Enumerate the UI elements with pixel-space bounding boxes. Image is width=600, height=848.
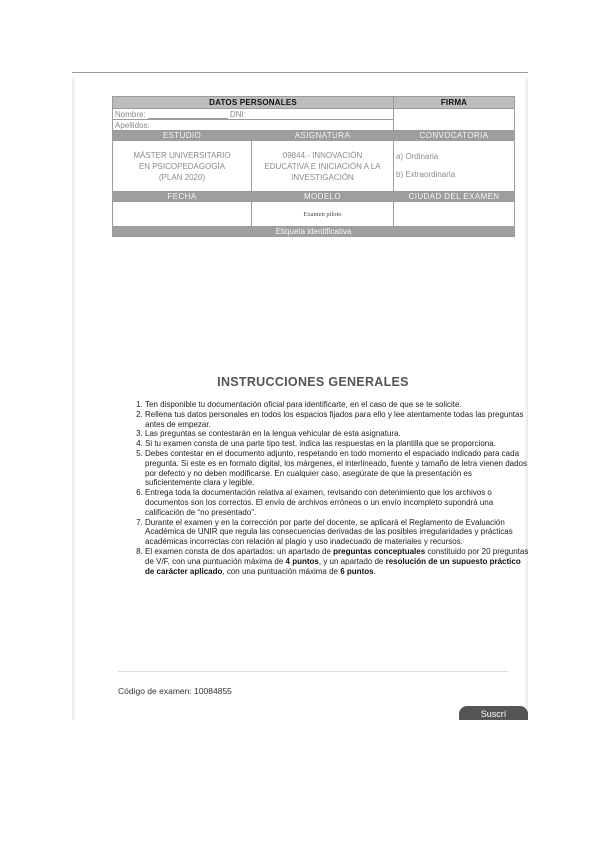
call-option-extraordinary[interactable]: b) Extraordinaria [396,170,456,179]
signature-header: FIRMA [394,97,515,109]
surname-label: Apellidos: [115,120,150,130]
dni-label: DNI: [229,109,246,119]
subject-value-line: EDUCATIVA E INICIACIÓN A LA [264,161,381,171]
instructions-list [124,400,529,576]
instruction-item: 3. Las preguntas se contestarán en la lengua vehicular de esta asignatura. [145,429,529,439]
instruction-bold: 4 puntos [285,556,319,566]
subject-value-line: 09844.- INNOVACIÓN [282,150,363,160]
study-value-line: EN PSICOPEDAGOGÍA [138,161,226,171]
personal-data-header: DATOS PERSONALES [113,97,394,109]
instruction-text: , con una puntuación máxima de [222,566,341,576]
instruction-bold: resolución de un supuesto práctico de carácter aplicado [145,556,521,576]
call-options [394,141,515,192]
instruction-text: El examen consta de dos apartados: un apartado de [145,546,334,556]
personal-data-form [112,96,515,237]
footer-divider [118,671,508,672]
instruction-item: 4. Si tu examen consta de una parte tipo test, indica las respuestas en la plantilla que se proporciona. [145,439,529,449]
viewer-top-divider [72,72,528,73]
name-label: Nombre: [115,109,146,119]
call-option-ordinary[interactable]: a) Ordinaria [396,152,439,161]
instruction-item: 6. Entrega toda la documentación relativa al examen, revisando con detenimiento que los archivos o documentos son los correctos. El envío de archivos erróneos o un envío incompleto supondrá una calificación de “no presentado”. [145,488,529,517]
page-shadow-right [524,78,528,720]
instruction-text: , y un apartado de [318,556,386,566]
study-value [113,141,252,192]
exam-code: Código de examen: 10084855 [118,686,232,696]
name-field[interactable] [148,110,228,119]
study-value-line: (PLAN 2020) [158,172,206,182]
instruction-item: 2. Rellena tus datos personales en todos los espacios fijados para ello y lee atentamente todas las preguntas antes de empezar. [145,410,529,430]
subject-value [252,141,394,192]
subject-header: ASIGNATURA [252,131,394,141]
date-header: FECHA [113,192,252,202]
instruction-item: 1. Ten disponible tu documentación oficial para identificarte, en el caso de que se te solicite. [145,400,529,410]
model-header: MODELO [252,192,394,202]
model-value: Examen piloto [252,202,394,227]
subject-value-line: INVESTIGACIÓN [291,172,354,182]
instruction-text: . [373,566,376,576]
city-header: CIUDAD DEL EXAMEN [394,192,515,202]
signature-box[interactable] [394,109,515,131]
date-field[interactable] [113,202,252,227]
identification-label-row: Etiqueta identificativa [113,227,515,237]
study-header: ESTUDIO [113,131,252,141]
surname-row [113,120,394,131]
instruction-text: constituido por 20 preguntas de V/F, con una puntuación máxima de [145,546,529,566]
call-header: CONVOCATORIA [394,131,515,141]
instruction-bold: 6 puntos [340,566,374,576]
instructions-title: INSTRUCCIONES GENERALES [217,375,409,389]
subscribe-button[interactable]: Suscrí [459,706,528,720]
study-value-line: MÁSTER UNIVERSITARIO [133,150,231,160]
instruction-item: 5. Debes contestar en el documento adjunto, respetando en todo momento el espaciado indicado para cada pregunta. Si este es en formato digital, los márgenes, el interlineado, fuente y tamaño de letra vienen dados por defecto y no deben modificarse. En cualquier caso, asegúrate de que la presentación es suficientemente clara y legible. [145,449,529,488]
page-shadow-left [72,78,76,720]
instruction-item: 7. Durante el examen y en la corrección por parte del docente, se aplicará el Reglamento de Evaluación Académica de UNIR que regula las consecuencias derivadas de las posibles irregularidades y prácticas académicas incorrectas con relación al plagio y uso inadecuado de materiales y recursos. [145,518,529,547]
instruction-item [145,547,529,576]
name-dni-row [113,109,394,120]
instruction-bold: preguntas conceptuales [333,546,426,556]
city-field[interactable] [394,202,515,227]
